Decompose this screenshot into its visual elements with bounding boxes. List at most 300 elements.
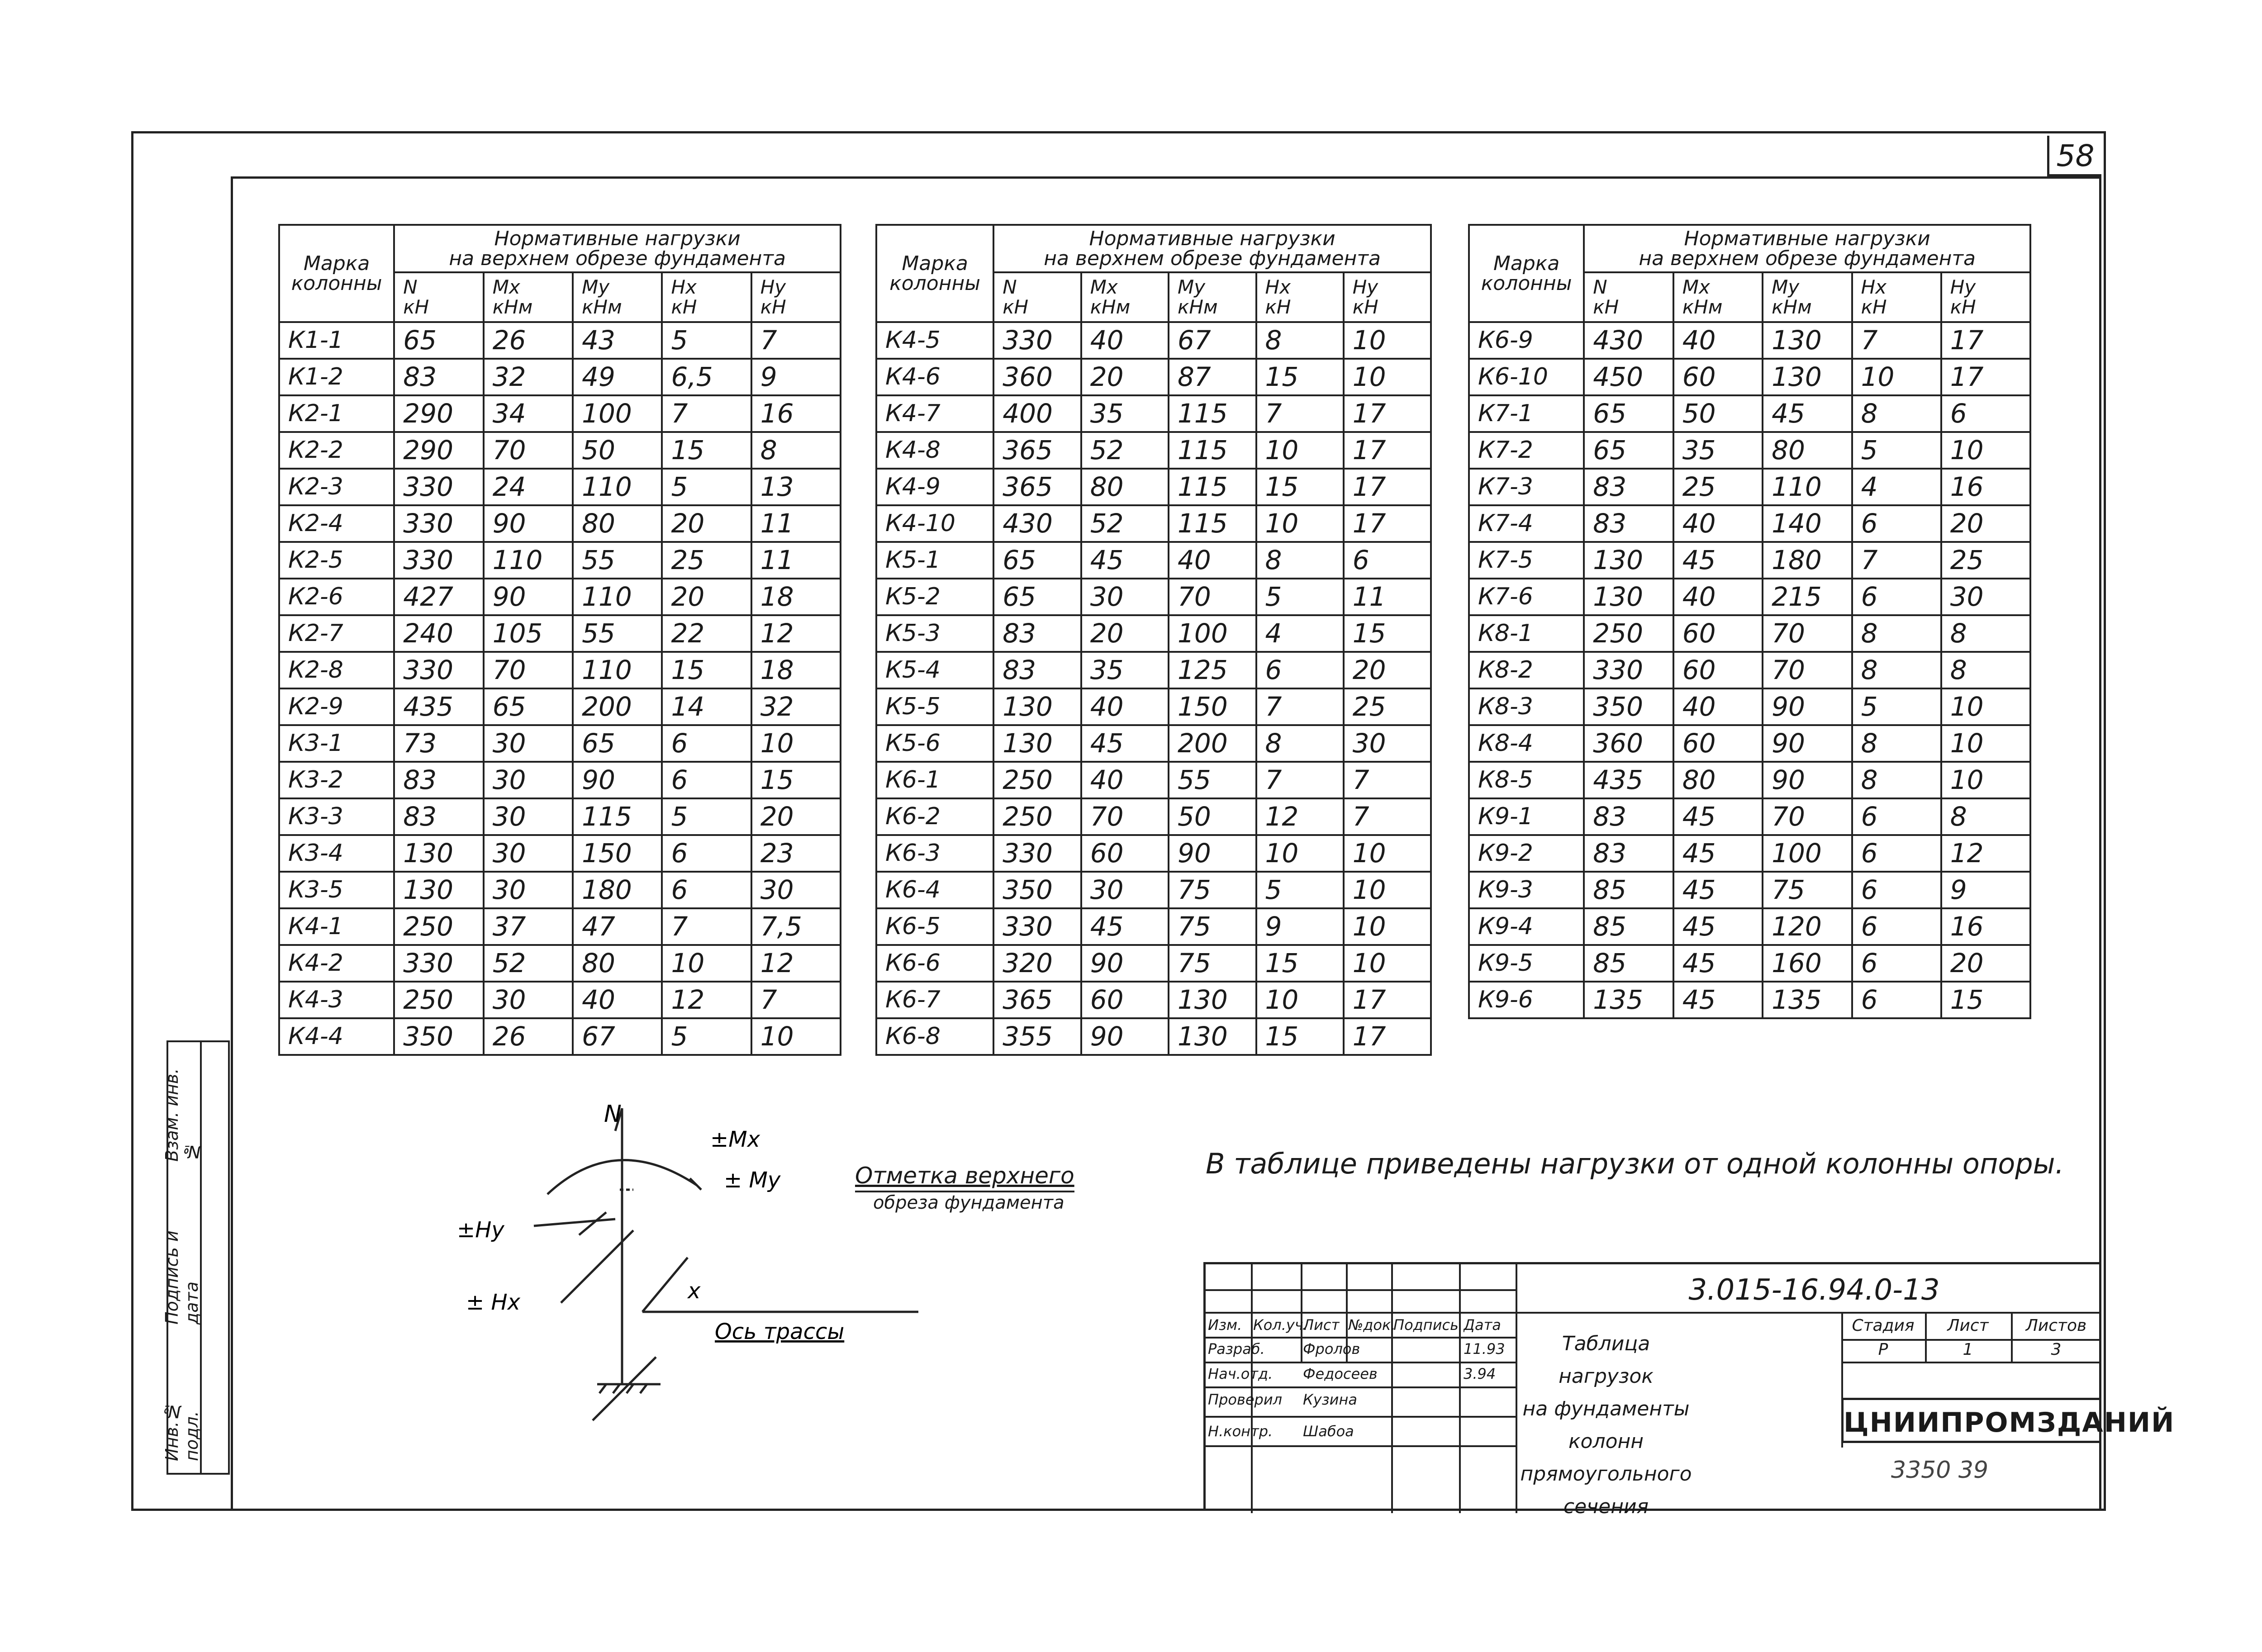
hx-label: ± Hx bbox=[466, 1290, 520, 1315]
stamp-role-developer: Разраб. bbox=[1208, 1340, 1265, 1358]
load-value-cell: 13 bbox=[751, 469, 841, 505]
column-mark-cell: К9-6 bbox=[1469, 982, 1584, 1018]
table-row bbox=[876, 395, 1431, 432]
load-value-cell: 250 bbox=[993, 762, 1081, 798]
load-value-cell: 83 bbox=[394, 762, 483, 798]
column-header: Hx кН bbox=[1256, 272, 1344, 322]
load-value-cell: 430 bbox=[1584, 322, 1673, 359]
table-row bbox=[876, 469, 1431, 505]
load-value-cell: 12 bbox=[1256, 798, 1344, 835]
column-header: N кН bbox=[1584, 272, 1673, 322]
hy-label: ±Hy bbox=[457, 1217, 504, 1243]
load-value-cell: 15 bbox=[1256, 1018, 1344, 1055]
table-row bbox=[876, 762, 1431, 798]
load-value-cell: 47 bbox=[573, 908, 662, 945]
stamp-header-list: Лист bbox=[1303, 1316, 1340, 1334]
load-value-cell: 6 bbox=[1852, 872, 1941, 908]
load-value-cell: 5 bbox=[1256, 872, 1344, 908]
table-row bbox=[279, 579, 841, 615]
column-mark-cell: К4-3 bbox=[279, 982, 394, 1018]
table-row bbox=[279, 798, 841, 835]
column-mark-cell: К4-1 bbox=[279, 908, 394, 945]
load-value-cell: 17 bbox=[1344, 982, 1431, 1018]
load-value-cell: 80 bbox=[573, 505, 662, 542]
stage-value: Р bbox=[1878, 1340, 1888, 1359]
load-value-cell: 130 bbox=[1584, 579, 1673, 615]
table-row bbox=[876, 432, 1431, 469]
load-value-cell: 6 bbox=[1852, 798, 1941, 835]
load-value-cell: 15 bbox=[662, 432, 751, 469]
load-value-cell: 6 bbox=[1852, 945, 1941, 982]
column-mark-cell: К6-2 bbox=[876, 798, 993, 835]
load-value-cell: 110 bbox=[573, 652, 662, 688]
load-value-cell: 6 bbox=[1852, 908, 1941, 945]
load-value-cell: 30 bbox=[484, 798, 573, 835]
table-row bbox=[279, 945, 841, 982]
sheet-number: 58 bbox=[2047, 136, 2101, 176]
load-value-cell: 8 bbox=[1941, 615, 2030, 652]
load-value-cell: 350 bbox=[993, 872, 1081, 908]
load-value-cell: 17 bbox=[1344, 469, 1431, 505]
column-mark-cell: К5-5 bbox=[876, 688, 993, 725]
load-value-cell: 4 bbox=[1852, 469, 1941, 505]
load-value-cell: 50 bbox=[1673, 395, 1763, 432]
mark-header: Марка колонны bbox=[876, 225, 993, 322]
table-row bbox=[279, 359, 841, 395]
load-value-cell: 55 bbox=[573, 542, 662, 579]
load-value-cell: 290 bbox=[394, 395, 483, 432]
table-row bbox=[876, 579, 1431, 615]
mark-header: Марка колонны bbox=[1469, 225, 1584, 322]
column-mark-cell: К7-1 bbox=[1469, 395, 1584, 432]
column-mark-cell: К9-1 bbox=[1469, 798, 1584, 835]
load-value-cell: 52 bbox=[1081, 505, 1169, 542]
mark-header: Марка колонны bbox=[279, 225, 394, 322]
load-value-cell: 35 bbox=[1081, 395, 1169, 432]
load-value-cell: 70 bbox=[1763, 652, 1852, 688]
load-value-cell: 6 bbox=[662, 835, 751, 872]
load-value-cell: 30 bbox=[1081, 872, 1169, 908]
column-header: Hy кН bbox=[751, 272, 841, 322]
load-value-cell: 11 bbox=[1344, 579, 1431, 615]
load-value-cell: 6 bbox=[1256, 652, 1344, 688]
load-value-cell: 80 bbox=[1763, 432, 1852, 469]
load-value-cell: 10 bbox=[1256, 835, 1344, 872]
table-row bbox=[876, 615, 1431, 652]
load-value-cell: 200 bbox=[573, 688, 662, 725]
load-value-cell: 65 bbox=[394, 322, 483, 359]
load-value-cell: 7 bbox=[1256, 762, 1344, 798]
load-value-cell: 130 bbox=[1763, 322, 1852, 359]
stamp-date-head: 3.94 bbox=[1464, 1365, 1496, 1382]
load-value-cell: 150 bbox=[1169, 688, 1256, 725]
load-value-cell: 130 bbox=[1763, 359, 1852, 395]
load-value-cell: 330 bbox=[993, 908, 1081, 945]
load-value-cell: 400 bbox=[993, 395, 1081, 432]
column-mark-cell: К7-5 bbox=[1469, 542, 1584, 579]
load-value-cell: 7 bbox=[662, 395, 751, 432]
column-mark-cell: К4-4 bbox=[279, 1018, 394, 1055]
archive-number: 3350 39 bbox=[1891, 1457, 1989, 1484]
load-value-cell: 83 bbox=[1584, 835, 1673, 872]
column-mark-cell: К9-5 bbox=[1469, 945, 1584, 982]
stamp-header-doc: №док. bbox=[1348, 1316, 1396, 1334]
load-value-cell: 70 bbox=[1763, 615, 1852, 652]
load-value-cell: 365 bbox=[993, 469, 1081, 505]
load-value-cell: 7 bbox=[1256, 395, 1344, 432]
load-value-cell: 70 bbox=[1169, 579, 1256, 615]
load-value-cell: 110 bbox=[484, 542, 573, 579]
load-value-cell: 75 bbox=[1763, 872, 1852, 908]
load-value-cell: 45 bbox=[1673, 872, 1763, 908]
load-value-cell: 65 bbox=[1584, 395, 1673, 432]
load-value-cell: 85 bbox=[1584, 872, 1673, 908]
loads-group-header: Нормативные нагрузки на верхнем обрезе фундамента bbox=[394, 225, 841, 272]
column-header: Mx кНм bbox=[1081, 272, 1169, 322]
load-value-cell: 70 bbox=[1081, 798, 1169, 835]
column-mark-cell: К4-5 bbox=[876, 322, 993, 359]
load-value-cell: 90 bbox=[1763, 688, 1852, 725]
load-value-cell: 6 bbox=[1852, 505, 1941, 542]
my-label: ± My bbox=[724, 1168, 781, 1193]
load-value-cell: 45 bbox=[1081, 725, 1169, 762]
table-row bbox=[279, 615, 841, 652]
column-mark-cell: К2-2 bbox=[279, 432, 394, 469]
load-value-cell: 15 bbox=[751, 762, 841, 798]
load-value-cell: 130 bbox=[993, 688, 1081, 725]
load-value-cell: 17 bbox=[1941, 359, 2030, 395]
table-row bbox=[876, 725, 1431, 762]
column-mark-cell: К2-8 bbox=[279, 652, 394, 688]
load-value-cell: 40 bbox=[1169, 542, 1256, 579]
load-value-cell: 52 bbox=[484, 945, 573, 982]
load-value-cell: 10 bbox=[1941, 725, 2030, 762]
load-value-cell: 110 bbox=[573, 579, 662, 615]
load-value-cell: 20 bbox=[1081, 359, 1169, 395]
load-value-cell: 350 bbox=[394, 1018, 483, 1055]
load-value-cell: 65 bbox=[484, 688, 573, 725]
load-value-cell: 49 bbox=[573, 359, 662, 395]
load-value-cell: 60 bbox=[1081, 982, 1169, 1018]
load-value-cell: 90 bbox=[1081, 1018, 1169, 1055]
load-value-cell: 10 bbox=[1256, 982, 1344, 1018]
load-value-cell: 90 bbox=[1763, 725, 1852, 762]
load-value-cell: 8 bbox=[1852, 762, 1941, 798]
column-header: Hx кН bbox=[662, 272, 751, 322]
column-mark-cell: К8-4 bbox=[1469, 725, 1584, 762]
load-value-cell: 26 bbox=[484, 1018, 573, 1055]
stamp-header-izm: Изм. bbox=[1208, 1316, 1242, 1334]
load-value-cell: 45 bbox=[1673, 982, 1763, 1018]
load-value-cell: 32 bbox=[751, 688, 841, 725]
load-value-cell: 135 bbox=[1584, 982, 1673, 1018]
load-value-cell: 180 bbox=[573, 872, 662, 908]
load-value-cell: 8 bbox=[751, 432, 841, 469]
column-mark-cell: К2-3 bbox=[279, 469, 394, 505]
load-value-cell: 135 bbox=[1763, 982, 1852, 1018]
load-value-cell: 90 bbox=[484, 505, 573, 542]
stage-label: Стадия bbox=[1852, 1316, 1915, 1335]
load-value-cell: 20 bbox=[751, 798, 841, 835]
load-value-cell: 83 bbox=[993, 652, 1081, 688]
column-mark-cell: К9-4 bbox=[1469, 908, 1584, 945]
stamp-role-normcontrol: Н.контр. bbox=[1208, 1423, 1273, 1440]
stamp-role-checker: Проверил bbox=[1208, 1391, 1283, 1408]
column-header: Hx кН bbox=[1852, 272, 1941, 322]
load-value-cell: 83 bbox=[394, 359, 483, 395]
column-header: Mx кНм bbox=[484, 272, 573, 322]
load-value-cell: 45 bbox=[1673, 542, 1763, 579]
table-row bbox=[876, 652, 1431, 688]
load-value-cell: 10 bbox=[662, 945, 751, 982]
table-row bbox=[1469, 542, 2030, 579]
load-value-cell: 430 bbox=[993, 505, 1081, 542]
stamp-date-developer: 11.93 bbox=[1464, 1340, 1505, 1358]
load-value-cell: 8 bbox=[1852, 652, 1941, 688]
column-header: Hy кН bbox=[1344, 272, 1431, 322]
load-value-cell: 35 bbox=[1081, 652, 1169, 688]
load-value-cell: 160 bbox=[1763, 945, 1852, 982]
load-value-cell: 7 bbox=[662, 908, 751, 945]
column-mark-cell: К3-3 bbox=[279, 798, 394, 835]
mx-arc-head bbox=[690, 1178, 701, 1190]
load-value-cell: 7,5 bbox=[751, 908, 841, 945]
load-value-cell: 45 bbox=[1763, 395, 1852, 432]
load-value-cell: 20 bbox=[1941, 945, 2030, 982]
load-value-cell: 70 bbox=[484, 652, 573, 688]
table-row bbox=[279, 652, 841, 688]
side-label-replacement: Взам. инв.№ bbox=[162, 1068, 202, 1162]
load-value-cell: 115 bbox=[573, 798, 662, 835]
column-mark-cell: К7-2 bbox=[1469, 432, 1584, 469]
load-value-cell: 75 bbox=[1169, 908, 1256, 945]
table-row bbox=[1469, 652, 2030, 688]
table-row bbox=[1469, 762, 2030, 798]
load-value-cell: 100 bbox=[1763, 835, 1852, 872]
load-value-cell: 65 bbox=[573, 725, 662, 762]
column-mark-cell: К6-9 bbox=[1469, 322, 1584, 359]
column-header: Mx кНм bbox=[1673, 272, 1763, 322]
load-value-cell: 250 bbox=[993, 798, 1081, 835]
load-value-cell: 125 bbox=[1169, 652, 1256, 688]
load-value-cell: 12 bbox=[1941, 835, 2030, 872]
load-value-cell: 6 bbox=[662, 725, 751, 762]
column-mark-cell: К8-3 bbox=[1469, 688, 1584, 725]
column-mark-cell: К3-5 bbox=[279, 872, 394, 908]
n-label: N bbox=[604, 1104, 622, 1128]
column-mark-cell: К4-7 bbox=[876, 395, 993, 432]
load-value-cell: 330 bbox=[394, 542, 483, 579]
table-row bbox=[279, 1018, 841, 1055]
load-value-cell: 110 bbox=[573, 469, 662, 505]
load-value-cell: 330 bbox=[993, 322, 1081, 359]
load-value-cell: 10 bbox=[1941, 688, 2030, 725]
load-value-cell: 90 bbox=[484, 579, 573, 615]
load-value-cell: 22 bbox=[662, 615, 751, 652]
load-value-cell: 67 bbox=[573, 1018, 662, 1055]
load-value-cell: 11 bbox=[751, 542, 841, 579]
loads-group-header: Нормативные нагрузки на верхнем обрезе фундамента bbox=[1584, 225, 2030, 272]
load-value-cell: 12 bbox=[662, 982, 751, 1018]
table-row bbox=[279, 688, 841, 725]
load-value-cell: 105 bbox=[484, 615, 573, 652]
load-value-cell: 130 bbox=[1169, 1018, 1256, 1055]
column-mark-cell: К2-5 bbox=[279, 542, 394, 579]
load-value-cell: 6 bbox=[1852, 982, 1941, 1018]
load-value-cell: 23 bbox=[751, 835, 841, 872]
load-value-cell: 73 bbox=[394, 725, 483, 762]
load-value-cell: 7 bbox=[1852, 322, 1941, 359]
load-value-cell: 45 bbox=[1081, 908, 1169, 945]
document-code: 3.015-16.94.0-13 bbox=[1688, 1273, 1940, 1307]
table-row bbox=[1469, 688, 2030, 725]
load-value-cell: 60 bbox=[1673, 359, 1763, 395]
load-value-cell: 15 bbox=[1344, 615, 1431, 652]
load-value-cell: 12 bbox=[751, 615, 841, 652]
x-label: x bbox=[688, 1278, 701, 1304]
load-value-cell: 10 bbox=[1344, 872, 1431, 908]
load-value-cell: 65 bbox=[993, 542, 1081, 579]
load-value-cell: 17 bbox=[1941, 322, 2030, 359]
load-value-cell: 40 bbox=[573, 982, 662, 1018]
load-value-cell: 8 bbox=[1256, 542, 1344, 579]
load-value-cell: 290 bbox=[394, 432, 483, 469]
table-row bbox=[876, 835, 1431, 872]
load-value-cell: 7 bbox=[1344, 762, 1431, 798]
load-value-cell: 10 bbox=[1344, 359, 1431, 395]
load-value-cell: 45 bbox=[1081, 542, 1169, 579]
table-row bbox=[876, 982, 1431, 1018]
load-value-cell: 4 bbox=[1256, 615, 1344, 652]
load-value-cell: 17 bbox=[1344, 505, 1431, 542]
load-value-cell: 8 bbox=[1852, 395, 1941, 432]
table-row bbox=[279, 432, 841, 469]
column-mark-cell: К4-6 bbox=[876, 359, 993, 395]
load-value-cell: 427 bbox=[394, 579, 483, 615]
load-value-cell: 16 bbox=[1941, 908, 2030, 945]
load-value-cell: 90 bbox=[1763, 762, 1852, 798]
column-mark-cell: К8-1 bbox=[1469, 615, 1584, 652]
load-value-cell: 215 bbox=[1763, 579, 1852, 615]
load-diagram-svg bbox=[443, 1104, 941, 1448]
load-value-cell: 55 bbox=[1169, 762, 1256, 798]
column-header: N кН bbox=[394, 272, 483, 322]
column-header: My кНм bbox=[573, 272, 662, 322]
load-value-cell: 17 bbox=[1344, 432, 1431, 469]
load-value-cell: 115 bbox=[1169, 505, 1256, 542]
column-mark-cell: К6-1 bbox=[876, 762, 993, 798]
load-value-cell: 8 bbox=[1941, 652, 2030, 688]
load-value-cell: 7 bbox=[751, 322, 841, 359]
load-value-cell: 67 bbox=[1169, 322, 1256, 359]
table-row bbox=[1469, 798, 2030, 835]
table-row bbox=[1469, 982, 2030, 1018]
load-value-cell: 6 bbox=[1852, 579, 1941, 615]
load-value-cell: 10 bbox=[751, 1018, 841, 1055]
load-value-cell: 6 bbox=[662, 762, 751, 798]
load-value-cell: 32 bbox=[484, 359, 573, 395]
organization-name: ЦНИИПРОМЗДАНИЙ bbox=[1841, 1398, 2101, 1443]
column-mark-cell: К2-6 bbox=[279, 579, 394, 615]
load-value-cell: 30 bbox=[1941, 579, 2030, 615]
load-value-cell: 330 bbox=[394, 652, 483, 688]
table-row bbox=[1469, 945, 2030, 982]
load-value-cell: 330 bbox=[1584, 652, 1673, 688]
my-arrow bbox=[579, 1212, 606, 1235]
column-mark-cell: К6-3 bbox=[876, 835, 993, 872]
load-value-cell: 60 bbox=[1673, 615, 1763, 652]
table-row bbox=[1469, 872, 2030, 908]
load-value-cell: 100 bbox=[573, 395, 662, 432]
load-value-cell: 250 bbox=[1584, 615, 1673, 652]
load-value-cell: 40 bbox=[1673, 322, 1763, 359]
sheet-label: Лист bbox=[1947, 1316, 1989, 1335]
table-note: В таблице приведены нагрузки от одной колонны опоры. bbox=[1206, 1147, 2064, 1180]
table-row bbox=[279, 395, 841, 432]
column-mark-cell: К4-9 bbox=[876, 469, 993, 505]
column-mark-cell: К6-5 bbox=[876, 908, 993, 945]
load-value-cell: 115 bbox=[1169, 469, 1256, 505]
column-mark-cell: К3-2 bbox=[279, 762, 394, 798]
load-value-cell: 17 bbox=[1344, 395, 1431, 432]
load-value-cell: 115 bbox=[1169, 395, 1256, 432]
loads-table-2 bbox=[875, 224, 1432, 1056]
load-value-cell: 320 bbox=[993, 945, 1081, 982]
load-value-cell: 87 bbox=[1169, 359, 1256, 395]
load-value-cell: 435 bbox=[1584, 762, 1673, 798]
load-value-cell: 60 bbox=[1673, 652, 1763, 688]
load-value-cell: 7 bbox=[1852, 542, 1941, 579]
load-value-cell: 6,5 bbox=[662, 359, 751, 395]
load-value-cell: 15 bbox=[662, 652, 751, 688]
load-value-cell: 65 bbox=[993, 579, 1081, 615]
table-row bbox=[876, 945, 1431, 982]
table-row bbox=[1469, 359, 2030, 395]
load-value-cell: 20 bbox=[1081, 615, 1169, 652]
loads-table-3 bbox=[1468, 224, 2031, 1019]
column-mark-cell: К2-1 bbox=[279, 395, 394, 432]
table-row bbox=[279, 542, 841, 579]
load-value-cell: 30 bbox=[1081, 579, 1169, 615]
load-value-cell: 90 bbox=[573, 762, 662, 798]
table-row bbox=[876, 872, 1431, 908]
load-value-cell: 52 bbox=[1081, 432, 1169, 469]
column-mark-cell: К2-9 bbox=[279, 688, 394, 725]
column-mark-cell: К5-6 bbox=[876, 725, 993, 762]
side-label-signature: Подпись и дата bbox=[162, 1230, 202, 1324]
table-row bbox=[1469, 908, 2030, 945]
column-mark-cell: К5-3 bbox=[876, 615, 993, 652]
load-value-cell: 450 bbox=[1584, 359, 1673, 395]
foundation-elevation-mark bbox=[855, 1163, 1074, 1213]
load-value-cell: 18 bbox=[751, 579, 841, 615]
load-value-cell: 85 bbox=[1584, 908, 1673, 945]
load-value-cell: 8 bbox=[1256, 322, 1344, 359]
load-value-cell: 10 bbox=[1256, 432, 1344, 469]
load-value-cell: 37 bbox=[484, 908, 573, 945]
table-row bbox=[1469, 615, 2030, 652]
load-value-cell: 10 bbox=[1344, 908, 1431, 945]
column-mark-cell: К6-8 bbox=[876, 1018, 993, 1055]
column-mark-cell: К6-7 bbox=[876, 982, 993, 1018]
load-value-cell: 7 bbox=[1256, 688, 1344, 725]
column-mark-cell: К1-1 bbox=[279, 322, 394, 359]
load-value-cell: 20 bbox=[1941, 505, 2030, 542]
load-value-cell: 130 bbox=[1584, 542, 1673, 579]
load-value-cell: 5 bbox=[662, 798, 751, 835]
load-value-cell: 5 bbox=[1852, 688, 1941, 725]
load-value-cell: 360 bbox=[993, 359, 1081, 395]
